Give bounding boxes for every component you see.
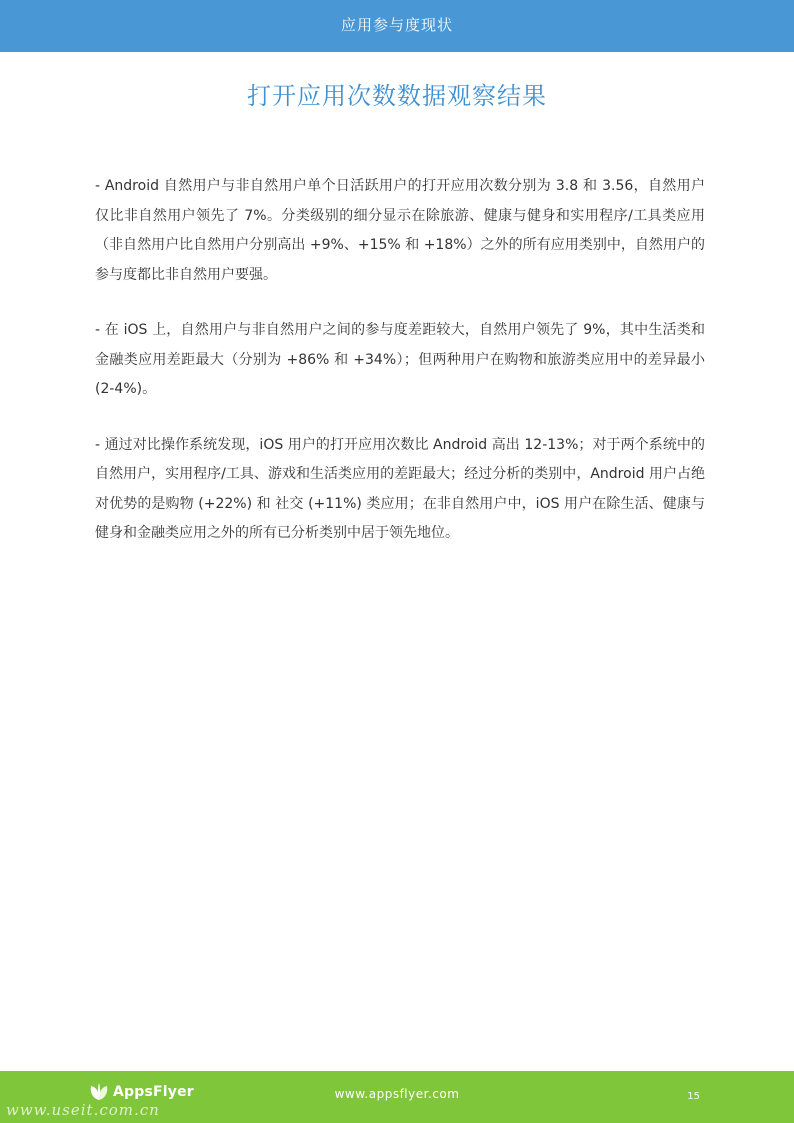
paragraph-ios: - 在 iOS 上，自然用户与非自然用户之间的参与度差距较大，自然用户领先了 9%，其中生活类和金融类应用差距最大（分别为 +86% 和 +34%）；但两种用户在购物和旅游类应用中的差异最小 (2-4%)。 [95,322,705,397]
content-body [95,172,705,575]
page-number: 15 [687,1091,700,1102]
watermark: www.useit.com.cn [6,1101,160,1119]
paragraph-android: - Android 自然用户与非自然用户单个日活跃用户的打开应用次数分别为 3.8 和 3.56，自然用户仅比非自然用户领先了 7%。分类级别的细分显示在除旅游、健康与健身和实用程序/工具类应用（非自然用户比自然用户分别高出 +9%、+15% 和 +18%）之外的所有应用类别中，自然用户的参与度都比非自然用户要强。 [95,178,705,283]
page-title: 打开应用次数数据观察结果 [247,82,547,110]
footer-url-link[interactable]: www.appsflyer.com [334,1087,460,1101]
paragraph-comparison: - 通过对比操作系统发现，iOS 用户的打开应用次数比 Android 高出 12-13%；对于两个系统中的自然用户，实用程序/工具、游戏和生活类应用的差距最大；经过分析的类别中，Android 用户占绝对优势的是购物 (+22%) 和 社交 (+11%) 类应用；在非自然用户中，iOS 用户在除生活、健康与健身和金融类应用之外的所有已分析类别中居于领先地位。 [95,436,705,541]
header-bar [0,0,794,52]
logo-text: AppsFlyer [113,1084,194,1100]
footer-bar [0,1071,794,1123]
header-title: 应用参与度现状 [340,15,453,34]
